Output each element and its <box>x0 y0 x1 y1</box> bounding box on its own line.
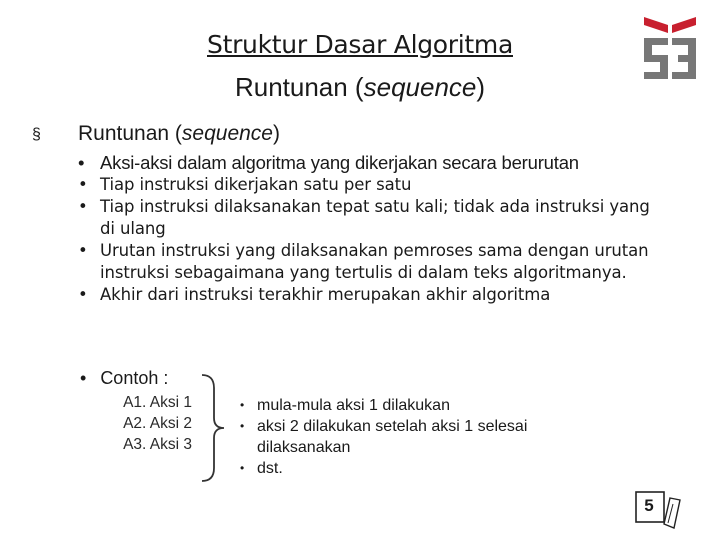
list-item-text: Akhir dari instruksi terakhir merupakan akhir algoritma <box>100 285 551 304</box>
page-number: 5 <box>644 496 654 515</box>
section-heading-prefix: Runtunan ( <box>78 122 182 145</box>
title-line-2 <box>0 72 720 103</box>
action-item: A1. Aksi 1 <box>123 394 192 411</box>
list-item-text: Aksi-aksi dalam algoritma yang dikerjakan secara berurutan <box>100 152 579 173</box>
list-item-text: Urutan instruksi yang dilaksanakan pemroses sama dengan urutan instruksi sebagaimana yang tertulis di dalam teks algoritmanya. <box>100 241 649 282</box>
list-item-text: Tiap instruksi dikerjakan satu per satu <box>100 175 412 194</box>
right-brace-icon <box>198 372 232 484</box>
list-item: • dst. <box>240 460 283 477</box>
institution-logo-icon <box>638 12 702 84</box>
list-item: • Urutan instruksi yang dilaksanakan pemroses sama dengan urutan instruksi sebagaimana yang tertulis di dalam teks algoritmanya. <box>78 241 649 282</box>
example-descriptions-list <box>240 395 580 479</box>
sequence-points-list <box>78 152 658 306</box>
title-line-2-italic: sequence <box>363 72 477 102</box>
list-item: • aksi 2 dilakukan setelah aksi 1 selesai dilaksanakan <box>240 418 528 456</box>
example-actions-list <box>110 392 192 455</box>
section-heading <box>78 122 280 146</box>
list-item: • mula-mula aksi 1 dilakukan <box>240 397 450 414</box>
section-heading-italic: sequence <box>181 122 273 145</box>
section-heading-suffix: ) <box>272 122 280 145</box>
list-item: • Tiap instruksi dikerjakan satu per satu <box>78 175 412 194</box>
title-line-2-prefix: Runtunan ( <box>234 72 364 102</box>
action-item: A2. Aksi 2 <box>123 415 192 432</box>
list-item: • Tiap instruksi dilaksanakan tepat satu kali; tidak ada instruksi yang di ulang <box>78 197 650 238</box>
list-item: • Akhir dari instruksi terakhir merupakan akhir algoritma <box>78 285 551 304</box>
list-item-text: mula-mula aksi 1 dilakukan <box>257 397 450 414</box>
example-label-text: Contoh : <box>100 368 169 388</box>
title-line-1: Struktur Dasar Algoritma <box>207 30 513 59</box>
title-line-2-suffix: ) <box>476 72 486 102</box>
section-bullet: § <box>32 126 41 143</box>
list-item: • Aksi-aksi dalam algoritma yang dikerjakan secara berurutan <box>78 152 579 173</box>
list-item-text: dst. <box>257 460 283 477</box>
list-item-text: Tiap instruksi dilaksanakan tepat satu kali; tidak ada instruksi yang di ulang <box>100 197 650 238</box>
example-label: • Contoh : <box>80 368 169 388</box>
action-item: A3. Aksi 3 <box>123 436 192 453</box>
list-item-text: aksi 2 dilakukan setelah aksi 1 selesai dilaksanakan <box>257 418 528 456</box>
